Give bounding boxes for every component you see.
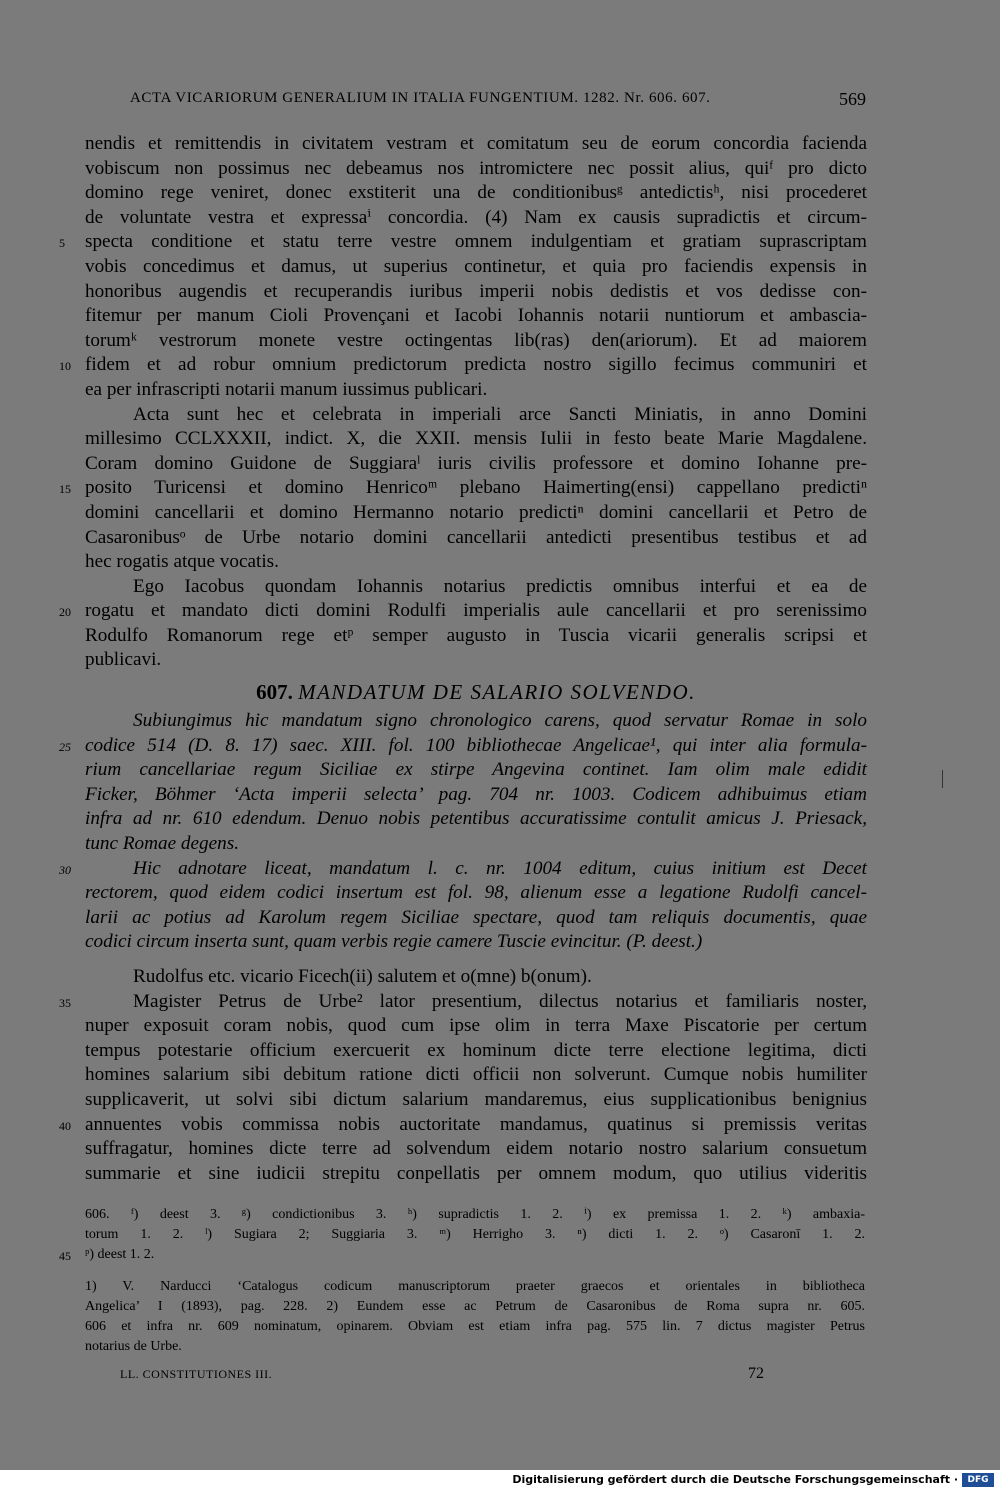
dfg-credit-text: Digitalisierung gefördert durch die Deutsche Forschungsgemeinschaft · xyxy=(512,1473,958,1486)
line-number: 35 xyxy=(59,995,71,1010)
line-text: Subiungimus hic mandatum signo chronologico carens, quod servatur Romae in solo xyxy=(133,710,867,732)
text-line xyxy=(85,550,867,575)
document-title: MANDATUM DE SALARIO SOLVENDO. xyxy=(298,680,696,705)
line-text: fidem et ad robur omnium predictorum predicta nostro sigillo fecimus communiri et xyxy=(85,354,867,376)
line-text: Ficker, Böhmer ‘Acta imperii selecta’ pag. 704 nr. 1003. Codicem adhibuimus etiam xyxy=(85,783,867,805)
text-line xyxy=(85,1137,867,1162)
text-line xyxy=(85,1039,867,1064)
text-line xyxy=(85,206,867,231)
text-line xyxy=(85,157,867,182)
text-line xyxy=(85,930,867,955)
text-line xyxy=(59,734,867,759)
line-text: posito Turicensi et domino Henricoᵐ plebano Haimerting(ensi) cappellano predictiⁿ xyxy=(85,477,867,499)
line-text: 606. ᶠ) deest 3. ᵍ) condictionibus 3. ʰ) supradictis 1. 2. ⁱ) ex premissa 1. 2. ᵏ) ambaxia- xyxy=(85,1207,865,1222)
text-line xyxy=(85,1277,865,1297)
text-line xyxy=(85,1225,865,1245)
text-line xyxy=(85,1088,867,1113)
dfg-credit-bar xyxy=(0,1470,1000,1491)
line-number: 10 xyxy=(59,359,71,374)
text-line xyxy=(85,1337,865,1357)
text-line xyxy=(85,758,867,783)
variant-notes xyxy=(59,1205,865,1265)
text-line xyxy=(85,526,867,551)
mandate-text xyxy=(59,965,867,1186)
text-line xyxy=(85,403,867,428)
text-line xyxy=(59,230,867,255)
text-line xyxy=(85,329,867,354)
text-line xyxy=(59,857,867,882)
line-text: infra ad nr. 610 edendum. Denuo nobis petentibus accuratissime contulit amicus J. Priesack, xyxy=(85,808,867,830)
running-title: ACTA VICARIORUM GENERALIUM IN ITALIA FUNGENTIUM. 1282. Nr. 606. 607. xyxy=(130,90,711,106)
text-line xyxy=(85,965,867,990)
text-line xyxy=(85,648,867,673)
text-line xyxy=(85,132,867,157)
line-text: 606 et infra nr. 609 nominatum, opinarem. Obviam est etiam infra pag. 575 lin. 7 dictus magister Petrus xyxy=(85,1319,865,1334)
line-text: Rudolfus etc. vicario Ficech(ii) salutem et o(mne) b(onum). xyxy=(133,966,592,987)
line-text: 1) V. Narducci ‘Catalogus codicum manuscriptorum praeter graecos et orientales in bibliotheca xyxy=(85,1279,865,1294)
text-line xyxy=(59,990,867,1015)
line-number: 15 xyxy=(59,482,71,497)
line-text: specta conditione et statu terre vestre omnem indulgentiam et gratiam suprascriptam xyxy=(85,231,867,253)
text-line xyxy=(85,304,867,329)
text-line xyxy=(59,1245,865,1265)
editorial-introduction xyxy=(59,709,867,955)
document-number: 607. xyxy=(256,680,293,705)
text-line xyxy=(85,906,867,931)
text-line xyxy=(85,181,867,206)
dfg-logo-icon: DFG xyxy=(962,1473,994,1487)
line-number: 40 xyxy=(59,1118,71,1133)
text-line xyxy=(85,1014,867,1039)
line-text: torum 1. 2. ˡ) Sugiara 2; Suggiaria 3. ᵐ) Herrigho 3. ⁿ) dicti 1. 2. ᵒ) Casaronī 1. 2. xyxy=(85,1227,865,1242)
line-text: codice 514 (D. 8. 17) saec. XIII. fol. 100 bibliothecae Angelicae¹, qui inter alia formula- xyxy=(85,734,867,756)
line-text: ea per infrascripti notarii manum iussimus publicari. xyxy=(85,378,488,400)
text-line xyxy=(85,1297,865,1317)
line-text: nendis et remittendis in civitatem vestram et comitatum seu de eorum concordia facienda xyxy=(85,133,867,154)
line-text: tempus potestarie officium exercuerit ex hominum dicte terre electione legitima, dicti xyxy=(85,1039,867,1061)
text-line xyxy=(85,807,867,832)
line-text: rectorem, quod eidem codici insertum est fol. 98, alienum esse a legatione Rudolfi cancel- xyxy=(85,882,867,904)
sheet-number: 72 xyxy=(748,1365,764,1382)
text-line xyxy=(59,599,867,624)
line-text: supplicaverit, ut solvi sibi dictum salarium mandaremus, eius supplicationibus benignius xyxy=(85,1088,867,1110)
line-text: Casaronibusᵒ de Urbe notario domini cancellarii antedicti presentibus testibus et ad xyxy=(85,526,867,548)
text-line xyxy=(85,378,867,403)
line-text: publicavi. xyxy=(85,649,162,671)
text-line xyxy=(85,709,867,734)
line-number: 30 xyxy=(59,862,71,877)
line-text: Acta sunt hec et celebrata in imperiali arce Sancti Miniatis, in anno Domini xyxy=(133,403,867,425)
line-text: de voluntate vestra et expressaⁱ concordia. (4) Nam ex causis supradictis et circum- xyxy=(85,206,867,228)
line-text: suffragatur, homines dicte terre ad solvendum eidem notario nostro salarium consuetum xyxy=(85,1138,867,1160)
line-number: 20 xyxy=(59,605,71,620)
line-number: 5 xyxy=(59,236,65,251)
text-line xyxy=(85,1162,867,1187)
line-text: vobiscum non possimus nec debeamus nos intromictere nec possit alius, quiᶠ pro dicto xyxy=(85,157,867,179)
line-text: torumᵏ vestrorum monete vestre octingentas lib(ras) den(ariorum). Et ad maiorem xyxy=(85,329,867,351)
line-text: rium cancellariae regum Siciliae ex stirpe Angevina continet. Iam olim male edidit xyxy=(85,759,867,781)
text-line xyxy=(85,881,867,906)
line-text: millesimo CCLXXXII, indict. X, die XXII. mensis Iulii in festo beate Marie Magdalene. xyxy=(85,428,867,450)
text-line xyxy=(59,476,867,501)
text-line xyxy=(59,353,867,378)
line-text: Coram domino Guidone de Suggiaraˡ iuris civilis professore et domino Iohanne pre- xyxy=(85,452,867,474)
margin-mark xyxy=(942,770,943,788)
line-text: hec rogatis atque vocatis. xyxy=(85,551,279,573)
text-line xyxy=(59,1113,867,1138)
running-header xyxy=(130,90,870,107)
line-text: rogatu et mandato dicti domini Rodulfi imperialis aule cancellarii et pro serenissimo xyxy=(85,600,867,622)
line-text: tunc Romae degens. xyxy=(85,833,239,855)
line-text: honoribus augendis et recuperandis iuribus imperii nobis dedistis et vos dedisse con- xyxy=(85,280,867,302)
text-line xyxy=(85,575,867,600)
text-line xyxy=(85,624,867,649)
text-line xyxy=(85,1317,865,1337)
line-text: larii ac potius ad Karolum regem Siciliae spectare, quod tam reliquis documentis, quae xyxy=(85,906,867,928)
document-607-heading xyxy=(85,679,867,709)
line-text: domini cancellarii et domino Hermanno notario predictiⁿ domini cancellarii et Petro de xyxy=(85,501,867,523)
line-text: notarius de Urbe. xyxy=(85,1339,182,1354)
text-line xyxy=(85,783,867,808)
line-number: 25 xyxy=(59,739,71,754)
document-606-text xyxy=(59,132,867,673)
page-number: 569 xyxy=(839,89,866,109)
text-line xyxy=(85,501,867,526)
line-text: domino rege veniret, donec exstiterit una de conditionibusᵍ antedictisʰ, nisi procederet xyxy=(85,182,867,204)
text-line xyxy=(85,1063,867,1088)
line-text: nuper exposuit coram nobis, quod cum ipse olim in terra Maxe Piscatorie per certum xyxy=(85,1015,867,1037)
line-text: Hic adnotare liceat, mandatum l. c. nr. 1004 editum, cuius initium est Decet xyxy=(133,857,867,879)
line-text: Ego Iacobus quondam Iohannis notarius predictis omnibus interfui et ea de xyxy=(133,575,867,597)
footnotes xyxy=(85,1277,865,1357)
line-text: summarie et sine iudicii strepitu conpellatis per omnem modum, quo utilius videritis xyxy=(85,1162,867,1184)
text-line xyxy=(85,832,867,857)
line-text: homines salarium sibi debitum ratione dicti officii non solverunt. Cumque nobis humiliter xyxy=(85,1064,867,1086)
line-text: fitemur per manum Cioli Provençani et Iacobi Iohannis notarii nuntiorum et ambascia- xyxy=(85,305,867,327)
text-line xyxy=(85,255,867,280)
signature-mark: LL. CONSTITUTIONES III. xyxy=(120,1367,273,1381)
line-text: vobis concedimus et damus, ut superius continetur, et quia pro faciendis expensis in xyxy=(85,255,867,277)
line-text: ᵖ) deest 1. 2. xyxy=(85,1247,155,1262)
line-number: 45 xyxy=(59,1249,71,1263)
text-line xyxy=(85,280,867,305)
text-line xyxy=(85,427,867,452)
line-text: Angelica’ I (1893), pag. 228. 2) Eundem esse ac Petrum de Casaronibus de Roma supra nr. 605. xyxy=(85,1299,865,1314)
line-text: annuentes vobis commissa nobis auctoritate mandamus, quatinus si premissis veritas xyxy=(85,1113,867,1135)
line-text: Magister Petrus de Urbe² lator presentium, dilectus notarius et familiaris noster, xyxy=(133,990,867,1012)
line-text: Rodulfo Romanorum rege etᵖ semper augusto in Tuscia vicarii generalis scripsi et xyxy=(85,624,867,646)
line-text: codici circum inserta sunt, quam verbis regie camere Tuscie evincitur. (P. deest.) xyxy=(85,931,703,953)
text-line xyxy=(85,452,867,477)
main-text xyxy=(59,132,867,1186)
text-line xyxy=(85,1205,865,1225)
